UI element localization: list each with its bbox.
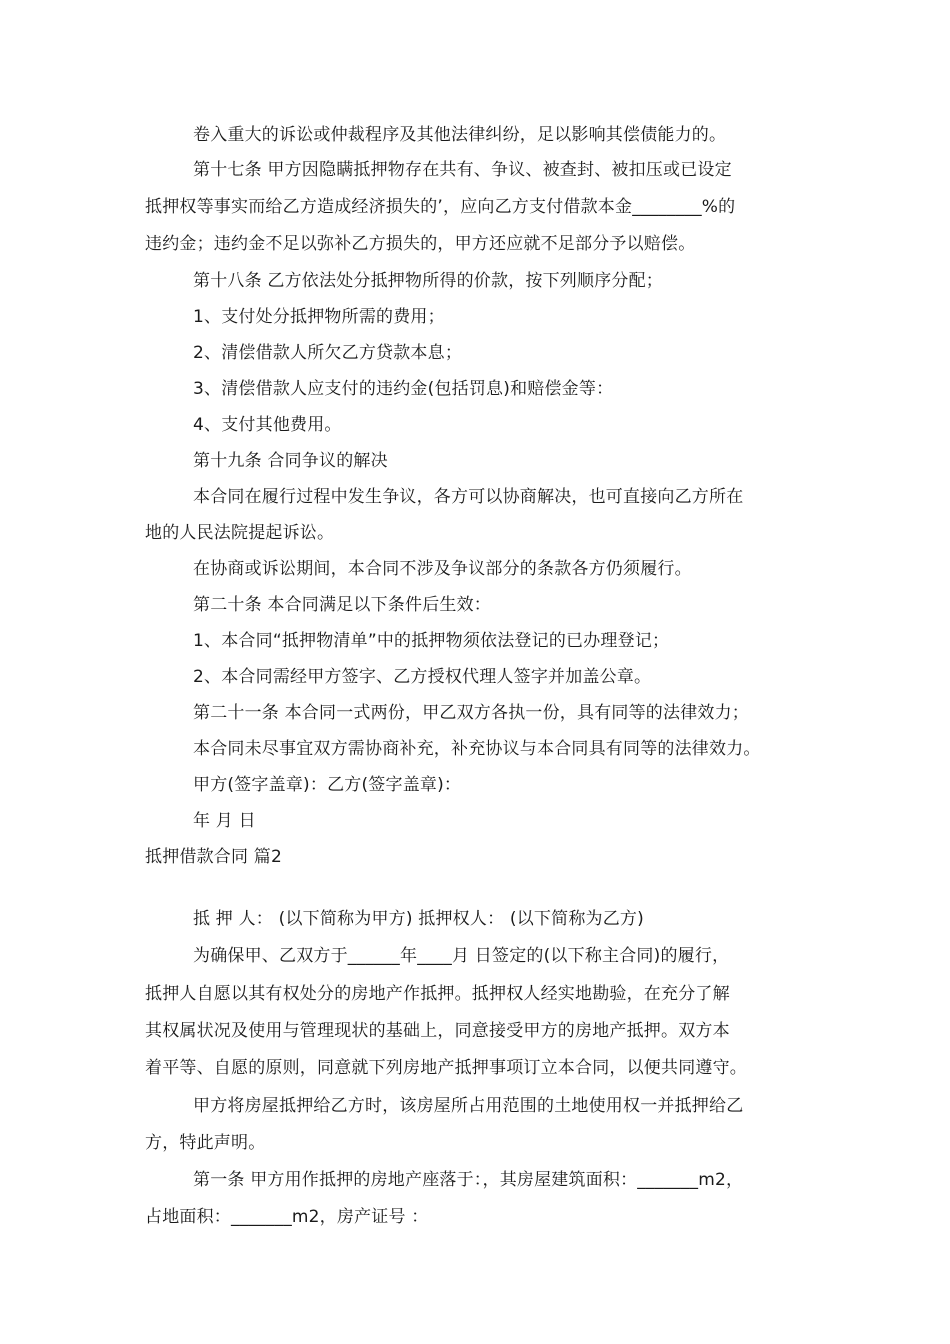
article-19-heading: 第十九条 合同争议的解决 xyxy=(193,451,388,471)
paragraph-line: 违约金；违约金不足以弥补乙方损失的，甲方还应就不足部分予以赔偿。 xyxy=(145,234,696,254)
list-item: 1、支付处分抵押物所需的费用； xyxy=(193,307,445,327)
paragraph-line: 方，特此声明。 xyxy=(145,1133,266,1153)
paragraph-line: 地的人民法院提起诉讼。 xyxy=(145,523,335,543)
list-item: 3、清偿借款人应支付的违约金(包括罚息)和赔偿金等： xyxy=(193,379,614,399)
paragraph-line: 抵押人自愿以其有权处分的房地产作抵押。抵押权人经实地勘验，在充分了解 xyxy=(145,984,730,1004)
paragraph-line: 在协商或诉讼期间，本合同不涉及争议部分的条款各方仍须履行。 xyxy=(193,559,692,579)
article-21-heading: 第二十一条 本合同一式两份，甲乙双方各执一份，具有同等的法律效力； xyxy=(193,703,750,723)
paragraph-line: 其权属状况及使用与管理现状的基础上，同意接受甲方的房地产抵押。双方本 xyxy=(145,1021,730,1041)
list-item: 4、支付其他费用。 xyxy=(193,415,342,435)
signature-line: 甲方(签字盖章)：乙方(签字盖章)： xyxy=(193,775,462,795)
paragraph-line: 着平等、自愿的原则，同意就下列房地产抵押事项订立本合同，以便共同遵守。 xyxy=(145,1058,747,1078)
parties-line: 抵 押 人： (以下简称为甲方) 抵押权人： (以下简称为乙方) xyxy=(193,909,644,929)
paragraph-line: 抵押权等事实而给乙方造成经济损失的’，应向乙方支付借款本金________%的 xyxy=(145,197,736,217)
article-17-heading: 第十七条 甲方因隐瞒抵押物存在共有、争议、被查封、被扣压或已设定 xyxy=(193,160,732,180)
list-item: 2、清偿借款人所欠乙方贷款本息； xyxy=(193,343,463,363)
paragraph-line: 为确保甲、乙双方于______年____月 日签定的(以下称主合同)的履行， xyxy=(193,946,730,966)
paragraph-line: 卷入重大的诉讼或仲裁程序及其他法律纠纷，足以影响其偿债能力的。 xyxy=(193,125,727,145)
list-item: 2、本合同需经甲方签字、乙方授权代理人签字并加盖公章。 xyxy=(193,667,652,687)
article-18-heading: 第十八条 乙方依法处分抵押物所得的价款，按下列顺序分配； xyxy=(193,271,664,291)
paragraph-line: 本合同未尽事宜双方需协商补充，补充协议与本合同具有同等的法律效力。 xyxy=(193,739,761,759)
list-item: 1、本合同“抵押物清单”中的抵押物须依法登记的已办理登记； xyxy=(193,631,670,651)
paragraph-line: 占地面积：_______m2，房产证号 ： xyxy=(145,1207,429,1227)
article-1-heading: 第一条 甲方用作抵押的房地产座落于：，其房屋建筑面积：_______m2， xyxy=(193,1170,744,1190)
paragraph-line: 甲方将房屋抵押给乙方时，该房屋所占用范围的土地使用权一并抵押给乙 xyxy=(193,1096,744,1116)
paragraph-line: 本合同在履行过程中发生争议，各方可以协商解决，也可直接向乙方所在 xyxy=(193,487,744,507)
article-20-heading: 第二十条 本合同满足以下条件后生效： xyxy=(193,595,492,615)
date-line: 年 月 日 xyxy=(193,811,256,831)
section-title: 抵押借款合同 篇2 xyxy=(145,847,283,867)
